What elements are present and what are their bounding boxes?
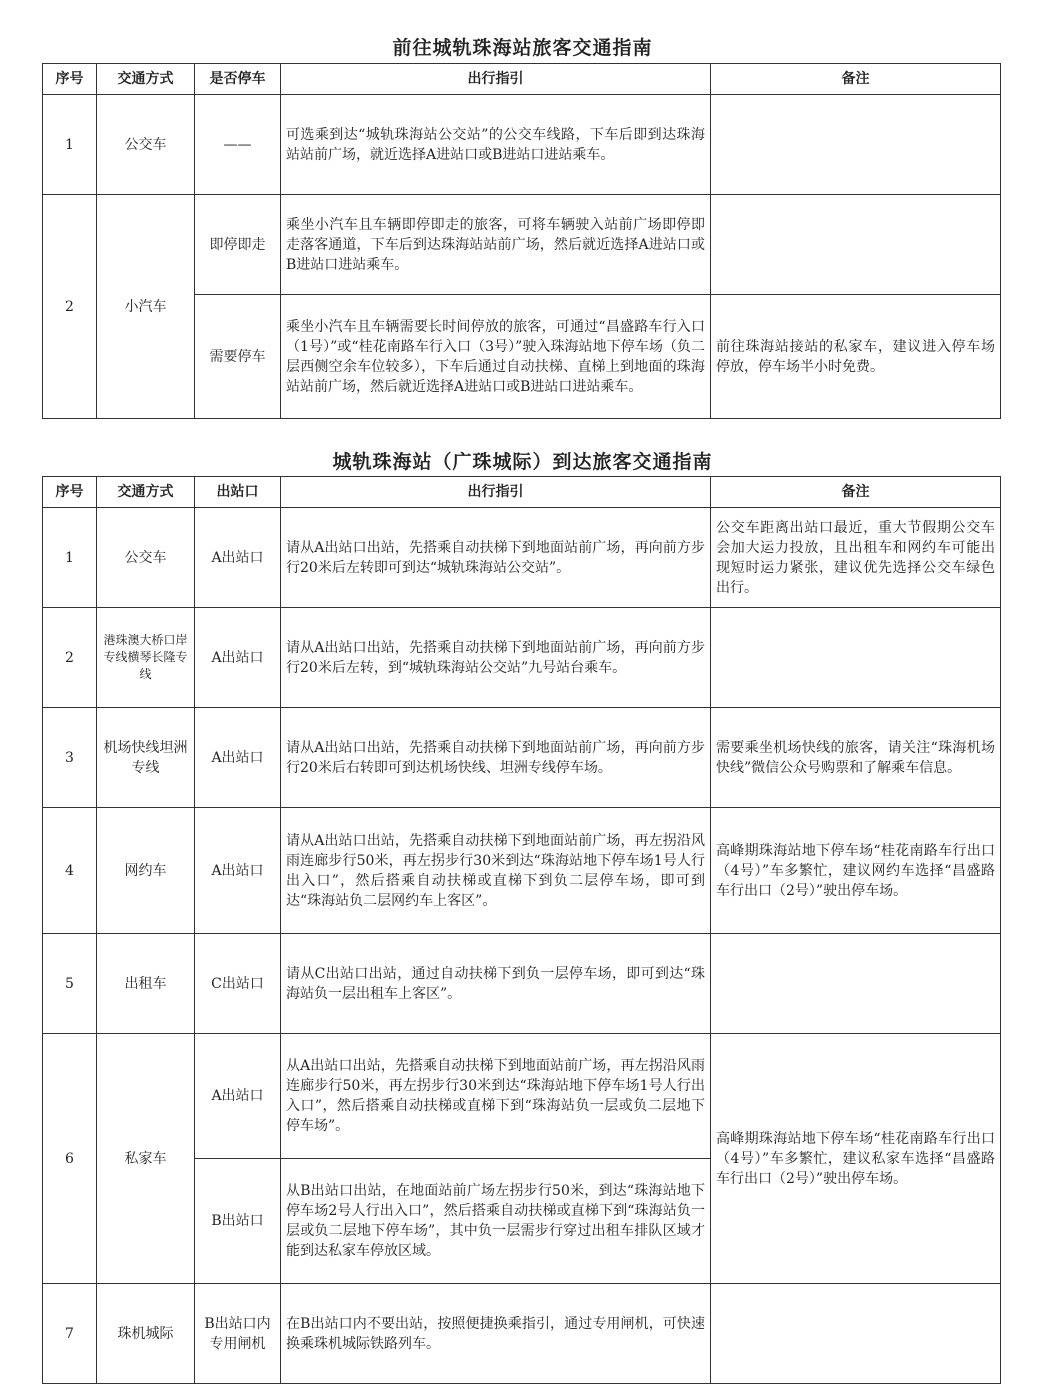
row-parking: 即停即走 bbox=[195, 195, 281, 295]
header-no: 序号 bbox=[43, 477, 97, 508]
row-exit: A出站口 bbox=[195, 1034, 281, 1159]
table-row bbox=[43, 1284, 1001, 1384]
row-guide: 可选乘到达“城轨珠海站公交站”的公交车线路，下车后即到达珠海站站前广场，就近选择A进站口或B进站口进站乘车。 bbox=[281, 95, 711, 195]
row-note: 需要乘坐机场快线的旅客，请关注“珠海机场快线”微信公众号购票和了解乘车信息。 bbox=[711, 708, 1001, 808]
row-guide: 乘坐小汽车且车辆即停即走的旅客，可将车辆驶入站前广场即停即走落客通道，下车后到达珠海站站前广场，然后就近选择A进站口或B进站口进站乘车。 bbox=[281, 195, 711, 295]
row-mode: 公交车 bbox=[97, 95, 195, 195]
row-mode: 港珠澳大桥口岸专线横琴长隆专线 bbox=[97, 608, 195, 708]
row-note: 公交车距离出站口最近，重大节假期公交车会加大运力投放，且出租车和网约车可能出现短时运力紧张，建议优先选择公交车绿色出行。 bbox=[711, 508, 1001, 608]
table-header-row bbox=[43, 64, 1001, 95]
arrival-guide-table bbox=[42, 476, 1001, 1384]
row-guide: 在B出站口内不要出站，按照便捷换乘指引，通过专用闸机，可快速换乘珠机城际铁路列车。 bbox=[281, 1284, 711, 1384]
header-guide: 出行指引 bbox=[281, 477, 711, 508]
row-exit: B出站口 bbox=[195, 1159, 281, 1284]
departure-guide-table bbox=[42, 63, 1001, 419]
table-row bbox=[43, 508, 1001, 608]
header-note: 备注 bbox=[711, 64, 1001, 95]
row-exit: A出站口 bbox=[195, 808, 281, 934]
row-note bbox=[711, 608, 1001, 708]
table-row bbox=[43, 708, 1001, 808]
row-guide: 请从A出站口出站，先搭乘自动扶梯下到地面站前广场，再向前方步行20米后左转即可到达“城轨珠海站公交站”。 bbox=[281, 508, 711, 608]
row-no: 6 bbox=[43, 1034, 97, 1284]
row-note bbox=[711, 1284, 1001, 1384]
row-no: 7 bbox=[43, 1284, 97, 1384]
row-note: 高峰期珠海站地下停车场“桂花南路车行出口（4号）”车多繁忙，建议私家车选择“昌盛路车行出口（2号）”驶出停车场。 bbox=[711, 1034, 1001, 1284]
table-header-row bbox=[43, 477, 1001, 508]
row-parking: 需要停车 bbox=[195, 295, 281, 419]
arrival-guide-title: 城轨珠海站（广珠城际）到达旅客交通指南 bbox=[332, 451, 713, 473]
row-mode: 出租车 bbox=[97, 934, 195, 1034]
header-guide: 出行指引 bbox=[281, 64, 711, 95]
row-no: 3 bbox=[43, 708, 97, 808]
row-no: 1 bbox=[43, 95, 97, 195]
table-row bbox=[43, 95, 1001, 195]
row-guide: 从A出站口出站，先搭乘自动扶梯下到地面站前广场，再左拐沿风雨连廊步行50米，再左拐步行30米到达“珠海站地下停车场1号人行出入口”，然后搭乘自动扶梯或直梯下到“珠海站负一层或负二层地下停车场”。 bbox=[281, 1034, 711, 1159]
header-exit: 出站口 bbox=[195, 477, 281, 508]
row-mode: 机场快线坦洲专线 bbox=[97, 708, 195, 808]
header-note: 备注 bbox=[711, 477, 1001, 508]
row-note bbox=[711, 95, 1001, 195]
row-guide: 请从A出站口出站，先搭乘自动扶梯下到地面站前广场，再向前方步行20米后右转即可到达机场快线、坦洲专线停车场。 bbox=[281, 708, 711, 808]
row-mode: 私家车 bbox=[97, 1034, 195, 1284]
departure-guide-title: 前往城轨珠海站旅客交通指南 bbox=[392, 37, 653, 59]
row-no: 5 bbox=[43, 934, 97, 1034]
header-no: 序号 bbox=[43, 64, 97, 95]
table-row bbox=[43, 934, 1001, 1034]
row-exit: B出站口内专用闸机 bbox=[195, 1284, 281, 1384]
row-note: 高峰期珠海站地下停车场“桂花南路车行出口（4号）”车多繁忙，建议网约车选择“昌盛路车行出口（2号）”驶出停车场。 bbox=[711, 808, 1001, 934]
row-mode: 珠机城际 bbox=[97, 1284, 195, 1384]
header-parking: 是否停车 bbox=[195, 64, 281, 95]
table-row bbox=[43, 195, 1001, 295]
row-guide: 从B出站口出站，在地面站前广场左拐步行50米，到达“珠海站地下停车场2号人行出入口”，然后搭乘自动扶梯或直梯下到“珠海站负一层或负二层地下停车场”，其中负一层需步行穿过出租车排队区域才能到达私家车停放区域。 bbox=[281, 1159, 711, 1284]
table-row bbox=[43, 1034, 1001, 1159]
row-no: 1 bbox=[43, 508, 97, 608]
row-exit: A出站口 bbox=[195, 608, 281, 708]
row-exit: A出站口 bbox=[195, 708, 281, 808]
row-parking: —— bbox=[195, 95, 281, 195]
row-note bbox=[711, 934, 1001, 1034]
row-note: 前往珠海站接站的私家车，建议进入停车场停放，停车场半小时免费。 bbox=[711, 295, 1001, 419]
header-mode: 交通方式 bbox=[97, 477, 195, 508]
row-guide: 请从A出站口出站，先搭乘自动扶梯下到地面站前广场，再左拐沿风雨连廊步行50米，再左拐步行30米到达“珠海站地下停车场1号人行出入口”，然后搭乘自动扶梯或直梯下到负二层停车场，即可到达“珠海站负二层网约车上客区”。 bbox=[281, 808, 711, 934]
row-no: 2 bbox=[43, 608, 97, 708]
row-guide: 乘坐小汽车且车辆需要长时间停放的旅客，可通过“昌盛路车行入口（1号）”或“桂花南路车行入口（3号）”驶入珠海站地下停车场（负二层西侧空余车位较多），下车后通过自动扶梯、直梯上到地面的珠海站站前广场，然后就近选择A进站口或B进站口进站乘车。 bbox=[281, 295, 711, 419]
row-no: 4 bbox=[43, 808, 97, 934]
row-exit: A出站口 bbox=[195, 508, 281, 608]
row-guide: 请从A出站口出站，先搭乘自动扶梯下到地面站前广场，再向前方步行20米后左转，到“城轨珠海站公交站”九号站台乘车。 bbox=[281, 608, 711, 708]
row-mode: 网约车 bbox=[97, 808, 195, 934]
table-row bbox=[43, 808, 1001, 934]
row-guide: 请从C出站口出站，通过自动扶梯下到负一层停车场，即可到达“珠海站负一层出租车上客区”。 bbox=[281, 934, 711, 1034]
row-mode: 公交车 bbox=[97, 508, 195, 608]
header-mode: 交通方式 bbox=[97, 64, 195, 95]
row-exit: C出站口 bbox=[195, 934, 281, 1034]
row-note bbox=[711, 195, 1001, 295]
table-row bbox=[43, 608, 1001, 708]
row-mode: 小汽车 bbox=[97, 195, 195, 419]
row-no: 2 bbox=[43, 195, 97, 419]
